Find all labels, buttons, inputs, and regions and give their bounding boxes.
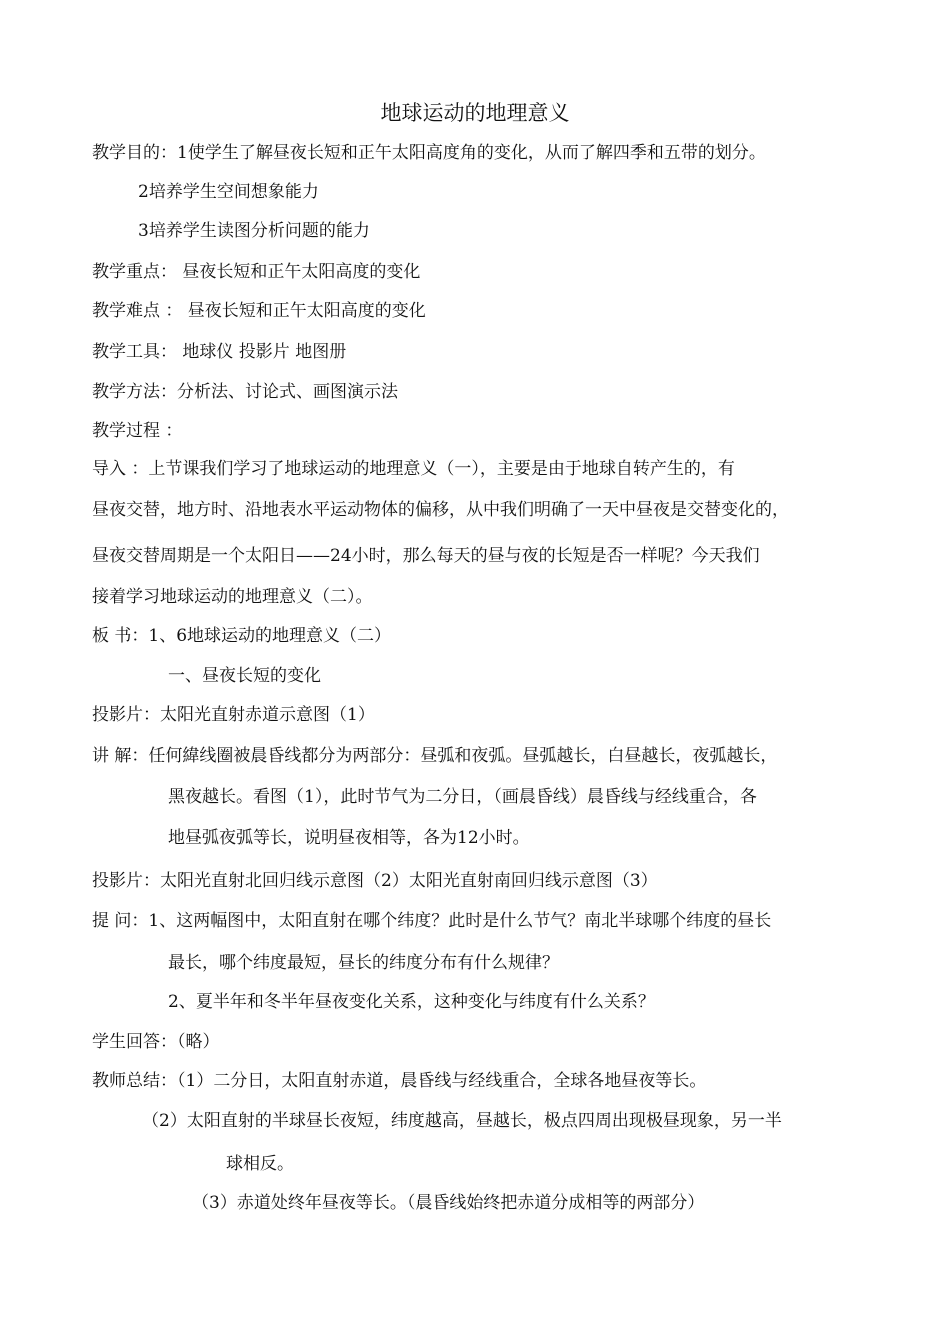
intro-paragraph-line: 导入 ：上节课我们学习了地球运动的地理意义（一），主要是由于地球自转产生的，有	[92, 459, 735, 479]
teaching-goal-item-3: 3培养学生读图分析问题的能力	[138, 221, 370, 241]
teaching-methods: 教学方法：分析法、讨论式、画图演示法	[92, 382, 398, 402]
teaching-key-point: 教学重点： 昼夜长短和正午太阳高度的变化	[92, 262, 421, 282]
question-line: 提 问：1、这两幅图中，太阳直射在哪个纬度？此时是什么节气？南北半球哪个纬度的昼长	[92, 911, 772, 931]
teacher-summary-line: （2）太阳直射的半球昼长夜短，纬度越高，昼越长，极点四周出现极昼现象，另一半	[142, 1111, 782, 1131]
teacher-summary-line: （3）赤道处终年昼夜等长。（晨昏线始终把赤道分成相等的两部分）	[192, 1193, 705, 1213]
student-answer: 学生回答：（略）	[92, 1032, 220, 1052]
explanation-line: 讲 解：任何緯线圈被晨昏线都分为两部分：昼弧和夜弧。昼弧越长，白昼越长，夜弧越长，	[92, 746, 778, 766]
intro-paragraph-line: 昼夜交替，地方时、沿地表水平运动物体的偏移，从中我们明确了一天中昼夜是交替变化的，	[92, 500, 789, 520]
question-line: 2、夏半年和冬半年昼夜变化关系，这种变化与纬度有什么关系？	[168, 992, 655, 1012]
explanation-line: 黑夜越长。看图（1），此时节气为二分日，（画晨昏线）晨昏线与经线重合，各	[168, 787, 757, 807]
intro-paragraph-line: 昼夜交替周期是一个太阳日——24小时，那么每天的昼与夜的长短是否一样呢？今天我们	[92, 546, 760, 566]
projection-slide-2-3: 投影片：太阳光直射北回归线示意图（2）太阳光直射南回归线示意图（3）	[92, 871, 658, 891]
teaching-tools: 教学工具： 地球仪 投影片 地图册	[92, 342, 347, 362]
teaching-difficulty: 教学难点 ： 昼夜长短和正午太阳高度的变化	[92, 301, 426, 321]
board-writing: 板 书：1、6地球运动的地理意义（二）	[92, 626, 392, 646]
teacher-summary-line: 球相反。	[226, 1154, 294, 1174]
document-title: 地球运动的地理意义	[380, 101, 570, 125]
explanation-line: 地昼弧夜弧等长，说明昼夜相等，各为12小时。	[168, 828, 530, 848]
section-heading: 一、昼夜长短的变化	[168, 666, 321, 686]
projection-slide-1: 投影片：太阳光直射赤道示意图（1）	[92, 705, 375, 725]
teaching-goal-line: 教学目的：1使学生了解昼夜长短和正午太阳高度角的变化，从而了解四季和五带的划分。	[92, 143, 766, 163]
teaching-process-heading: 教学过程 ：	[92, 421, 183, 441]
intro-paragraph-line: 接着学习地球运动的地理意义（二）。	[92, 587, 373, 607]
question-line: 最长，哪个纬度最短，昼长的纬度分布有什么规律？	[168, 953, 559, 973]
teacher-summary-line: 教师总结：（1）二分日，太阳直射赤道，晨昏线与经线重合，全球各地昼夜等长。	[92, 1071, 707, 1091]
teaching-goal-item-2: 2培养学生空间想象能力	[138, 182, 319, 202]
